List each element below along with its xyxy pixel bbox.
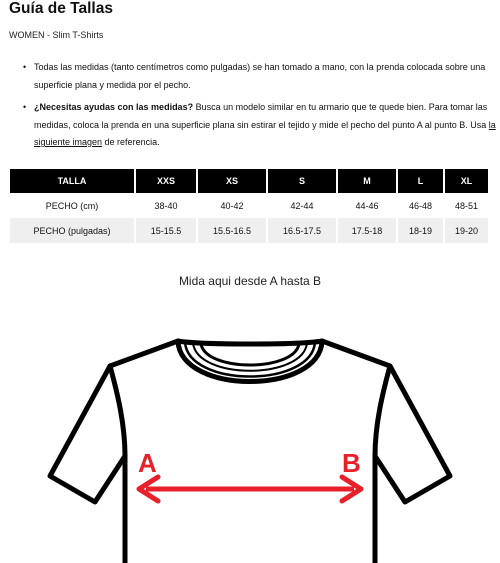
table-row (10, 218, 488, 243)
row-label: PECHO (cm) (45, 200, 99, 211)
table-cell: 15.5-16.5 (198, 218, 266, 243)
tshirt-sleeve-seam-left (110, 366, 125, 456)
measurement-notes (18, 59, 496, 157)
point-a-label: A (138, 448, 157, 478)
note-measurements-text: Todas las medidas (tanto centímetros como pulgadas) se han tomado a mano, con la prenda colocada sobre una superficie plana y medida por el pecho. (34, 62, 486, 90)
figure-caption: Mida aqui desde A hasta B (178, 274, 322, 288)
header-l: L (398, 169, 443, 193)
header-talla: TALLA (10, 169, 134, 193)
table-cell: 44-46 (355, 200, 379, 211)
header-s: S (268, 169, 336, 193)
tshirt-measurement-diagram (0, 300, 500, 563)
point-b-label: B (342, 448, 361, 478)
header-xxs: XXS (136, 169, 196, 193)
note-help-text: Busca un modelo similar en tu armario que te quede bien. Para tomar las medidas, coloca la prenda en una superficie plana sin estirar el tejido y mide el pecho del punto A al punto B. Usa (34, 102, 489, 130)
product-subtitle: WOMEN - Slim T-Shirts (9, 30, 104, 40)
note-measurements (18, 59, 496, 94)
header-m: M (338, 169, 396, 193)
table-cell: 46-48 (408, 200, 433, 211)
table-cell: 38-40 (154, 200, 178, 211)
header-xl: XL (445, 169, 488, 193)
size-table (8, 169, 490, 243)
table-cell: 18-19 (398, 218, 443, 243)
note-help-end: de referencia. (102, 137, 160, 147)
table-cell: 15-15.5 (136, 218, 196, 243)
table-cell: 48-51 (454, 200, 479, 211)
note-help (18, 99, 496, 152)
table-cell: 16.5-17.5 (268, 218, 336, 243)
tshirt-sleeve-seam-right (375, 366, 390, 456)
row-label: PECHO (pulgadas) (10, 218, 134, 243)
table-cell: 42-44 (290, 200, 314, 211)
chest-measure-arrow (139, 477, 361, 501)
header-xs: XS (198, 169, 266, 193)
table-cell: 40-42 (220, 200, 244, 211)
size-table-header (10, 169, 488, 193)
tshirt-collar-inner (201, 344, 299, 365)
table-cell: 17.5-18 (338, 218, 396, 243)
note-help-strong: ¿Necesitas ayudas con las medidas? (34, 102, 194, 112)
table-cell: 19-20 (445, 218, 488, 243)
page-title: Guía de Tallas (9, 0, 113, 17)
reference-image-link[interactable]: la siguiente imagen (34, 119, 496, 147)
table-row (10, 193, 488, 218)
